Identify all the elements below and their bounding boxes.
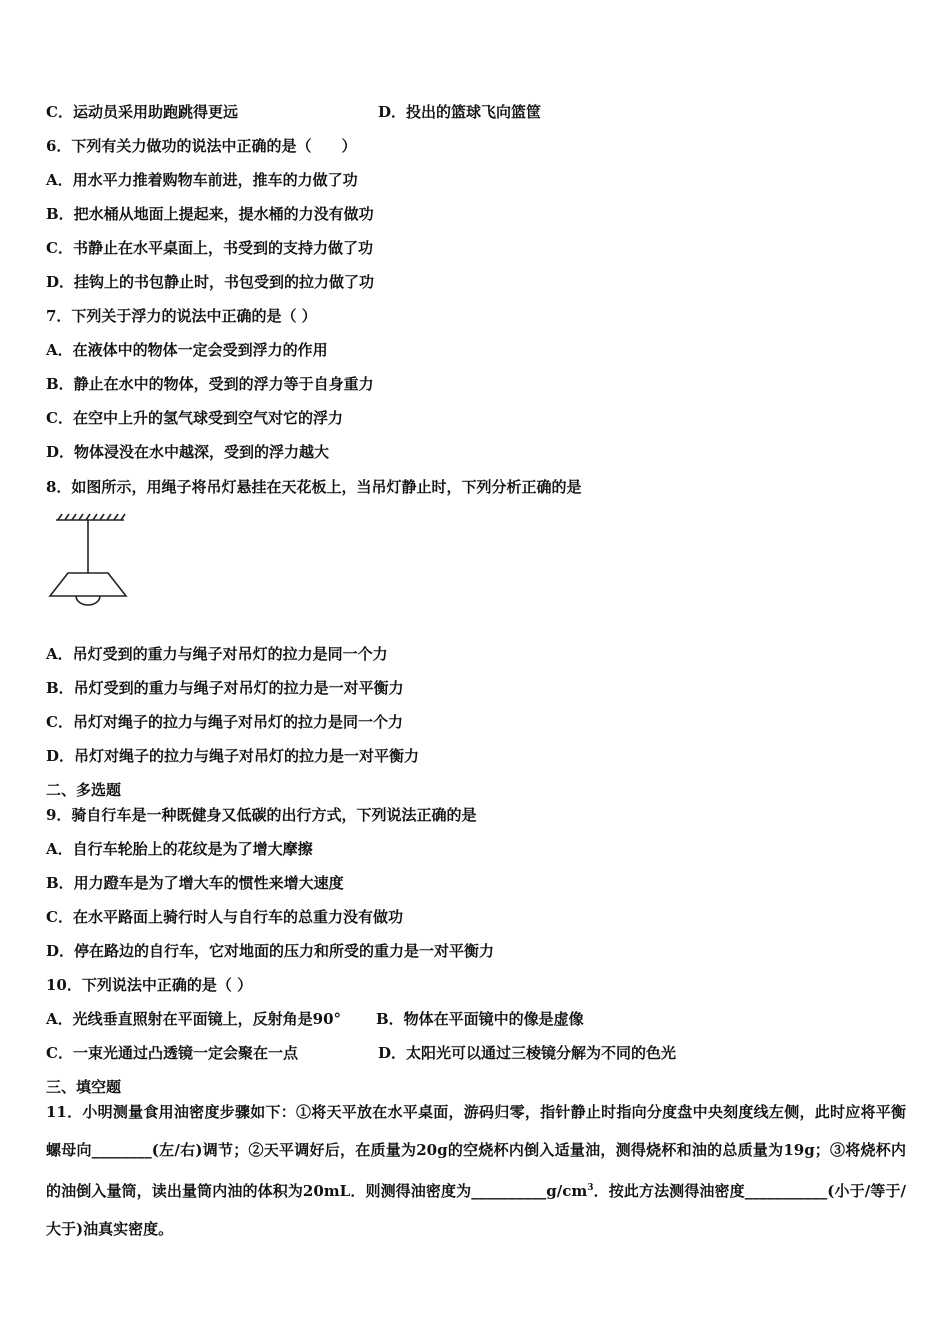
q7-option-d: D．物体浸没在水中越深，受到的浮力越大	[46, 443, 330, 461]
q7-option-c: C．在空中上升的氢气球受到空气对它的浮力	[46, 409, 343, 427]
q8-option-d: D．吊灯对绳子的拉力与绳子对吊灯的拉力是一对平衡力	[46, 747, 420, 765]
q10-option-c: C．一束光通过凸透镜一定会聚在一点	[46, 1044, 298, 1062]
q9-option-d: D．停在路边的自行车，它对地面的压力和所受的重力是一对平衡力	[46, 942, 495, 960]
hanging-lamp-figure	[46, 510, 136, 610]
q11-text-part2: ．按此方法测得油密度___________(小于/等于/大于)油真实密度。	[46, 1182, 906, 1238]
q6-option-a: A．用水平力推着购物车前进，推车的力做了功	[46, 171, 358, 189]
q11-unit-superscript: 3	[587, 1183, 594, 1193]
q9-option-c: C．在水平路面上骑行时人与自行车的总重力没有做功	[46, 908, 403, 926]
q6-option-b: B．把水桶从地面上提起来，提水桶的力没有做功	[46, 205, 374, 223]
q8-stem: 8．如图所示，用绳子将吊灯悬挂在天花板上，当吊灯静止时，下列分析正确的是	[46, 478, 582, 496]
lamp-bulb	[76, 596, 100, 605]
q10-stem: 10．下列说法中正确的是（ ）	[46, 976, 253, 994]
q8-option-c: C．吊灯对绳子的拉力与绳子对吊灯的拉力是同一个力	[46, 713, 403, 731]
q9-option-b: B．用力蹬车是为了增大车的惯性来增大速度	[46, 874, 344, 892]
q7-option-b: B．静止在水中的物体，受到的浮力等于自身重力	[46, 375, 374, 393]
section-fill-blank-heading: 三、填空题	[46, 1078, 122, 1096]
lamp-shade	[50, 573, 126, 596]
ceiling-hatch	[58, 514, 125, 520]
q9-stem: 9．骑自行车是一种既健身又低碳的出行方式，下列说法正确的是	[46, 806, 477, 824]
q10-option-d: D．太阳光可以通过三棱镜分解为不同的色光	[378, 1044, 677, 1062]
q11-text-part1: 11．小明测量食用油密度步骤如下：①将天平放在水平桌面，游码归零，指针静止时指向分度盘中央刻度线左侧，此时应将平衡螺母向________(左/右)调节；②天平调好后，在质量为20g的空烧杯内倒入适量油，测得烧杯和油的总质量为19g；③将烧杯内的油倒入量筒，读出量筒内油的体积为20mL．则测得油密度为__________g/cm	[46, 1103, 906, 1200]
q6-option-c: C．书静止在水平桌面上，书受到的支持力做了功	[46, 239, 373, 257]
q10-option-b: B．物体在平面镜中的像是虚像	[376, 1010, 584, 1028]
q7-stem: 7．下列关于浮力的说法中正确的是（ ）	[46, 307, 317, 325]
q6-option-d: D．挂钩上的书包静止时，书包受到的拉力做了功	[46, 273, 375, 291]
section-multiple-choice-heading: 二、多选题	[46, 781, 122, 799]
q11-paragraph	[46, 1093, 906, 1248]
q7-option-a: A．在液体中的物体一定会受到浮力的作用	[46, 341, 328, 359]
q5-option-c: C．运动员采用助跑跳得更远	[46, 103, 238, 121]
q10-option-a: A．光线垂直照射在平面镜上，反射角是90°	[46, 1010, 342, 1028]
q8-option-a: A．吊灯受到的重力与绳子对吊灯的拉力是同一个力	[46, 645, 388, 663]
q8-option-b: B．吊灯受到的重力与绳子对吊灯的拉力是一对平衡力	[46, 679, 404, 697]
q9-option-a: A．自行车轮胎上的花纹是为了增大摩擦	[46, 840, 313, 858]
q5-option-d: D．投出的篮球飞向篮筐	[378, 103, 542, 121]
q6-stem: 6．下列有关力做功的说法中正确的是（ ）	[46, 137, 357, 155]
